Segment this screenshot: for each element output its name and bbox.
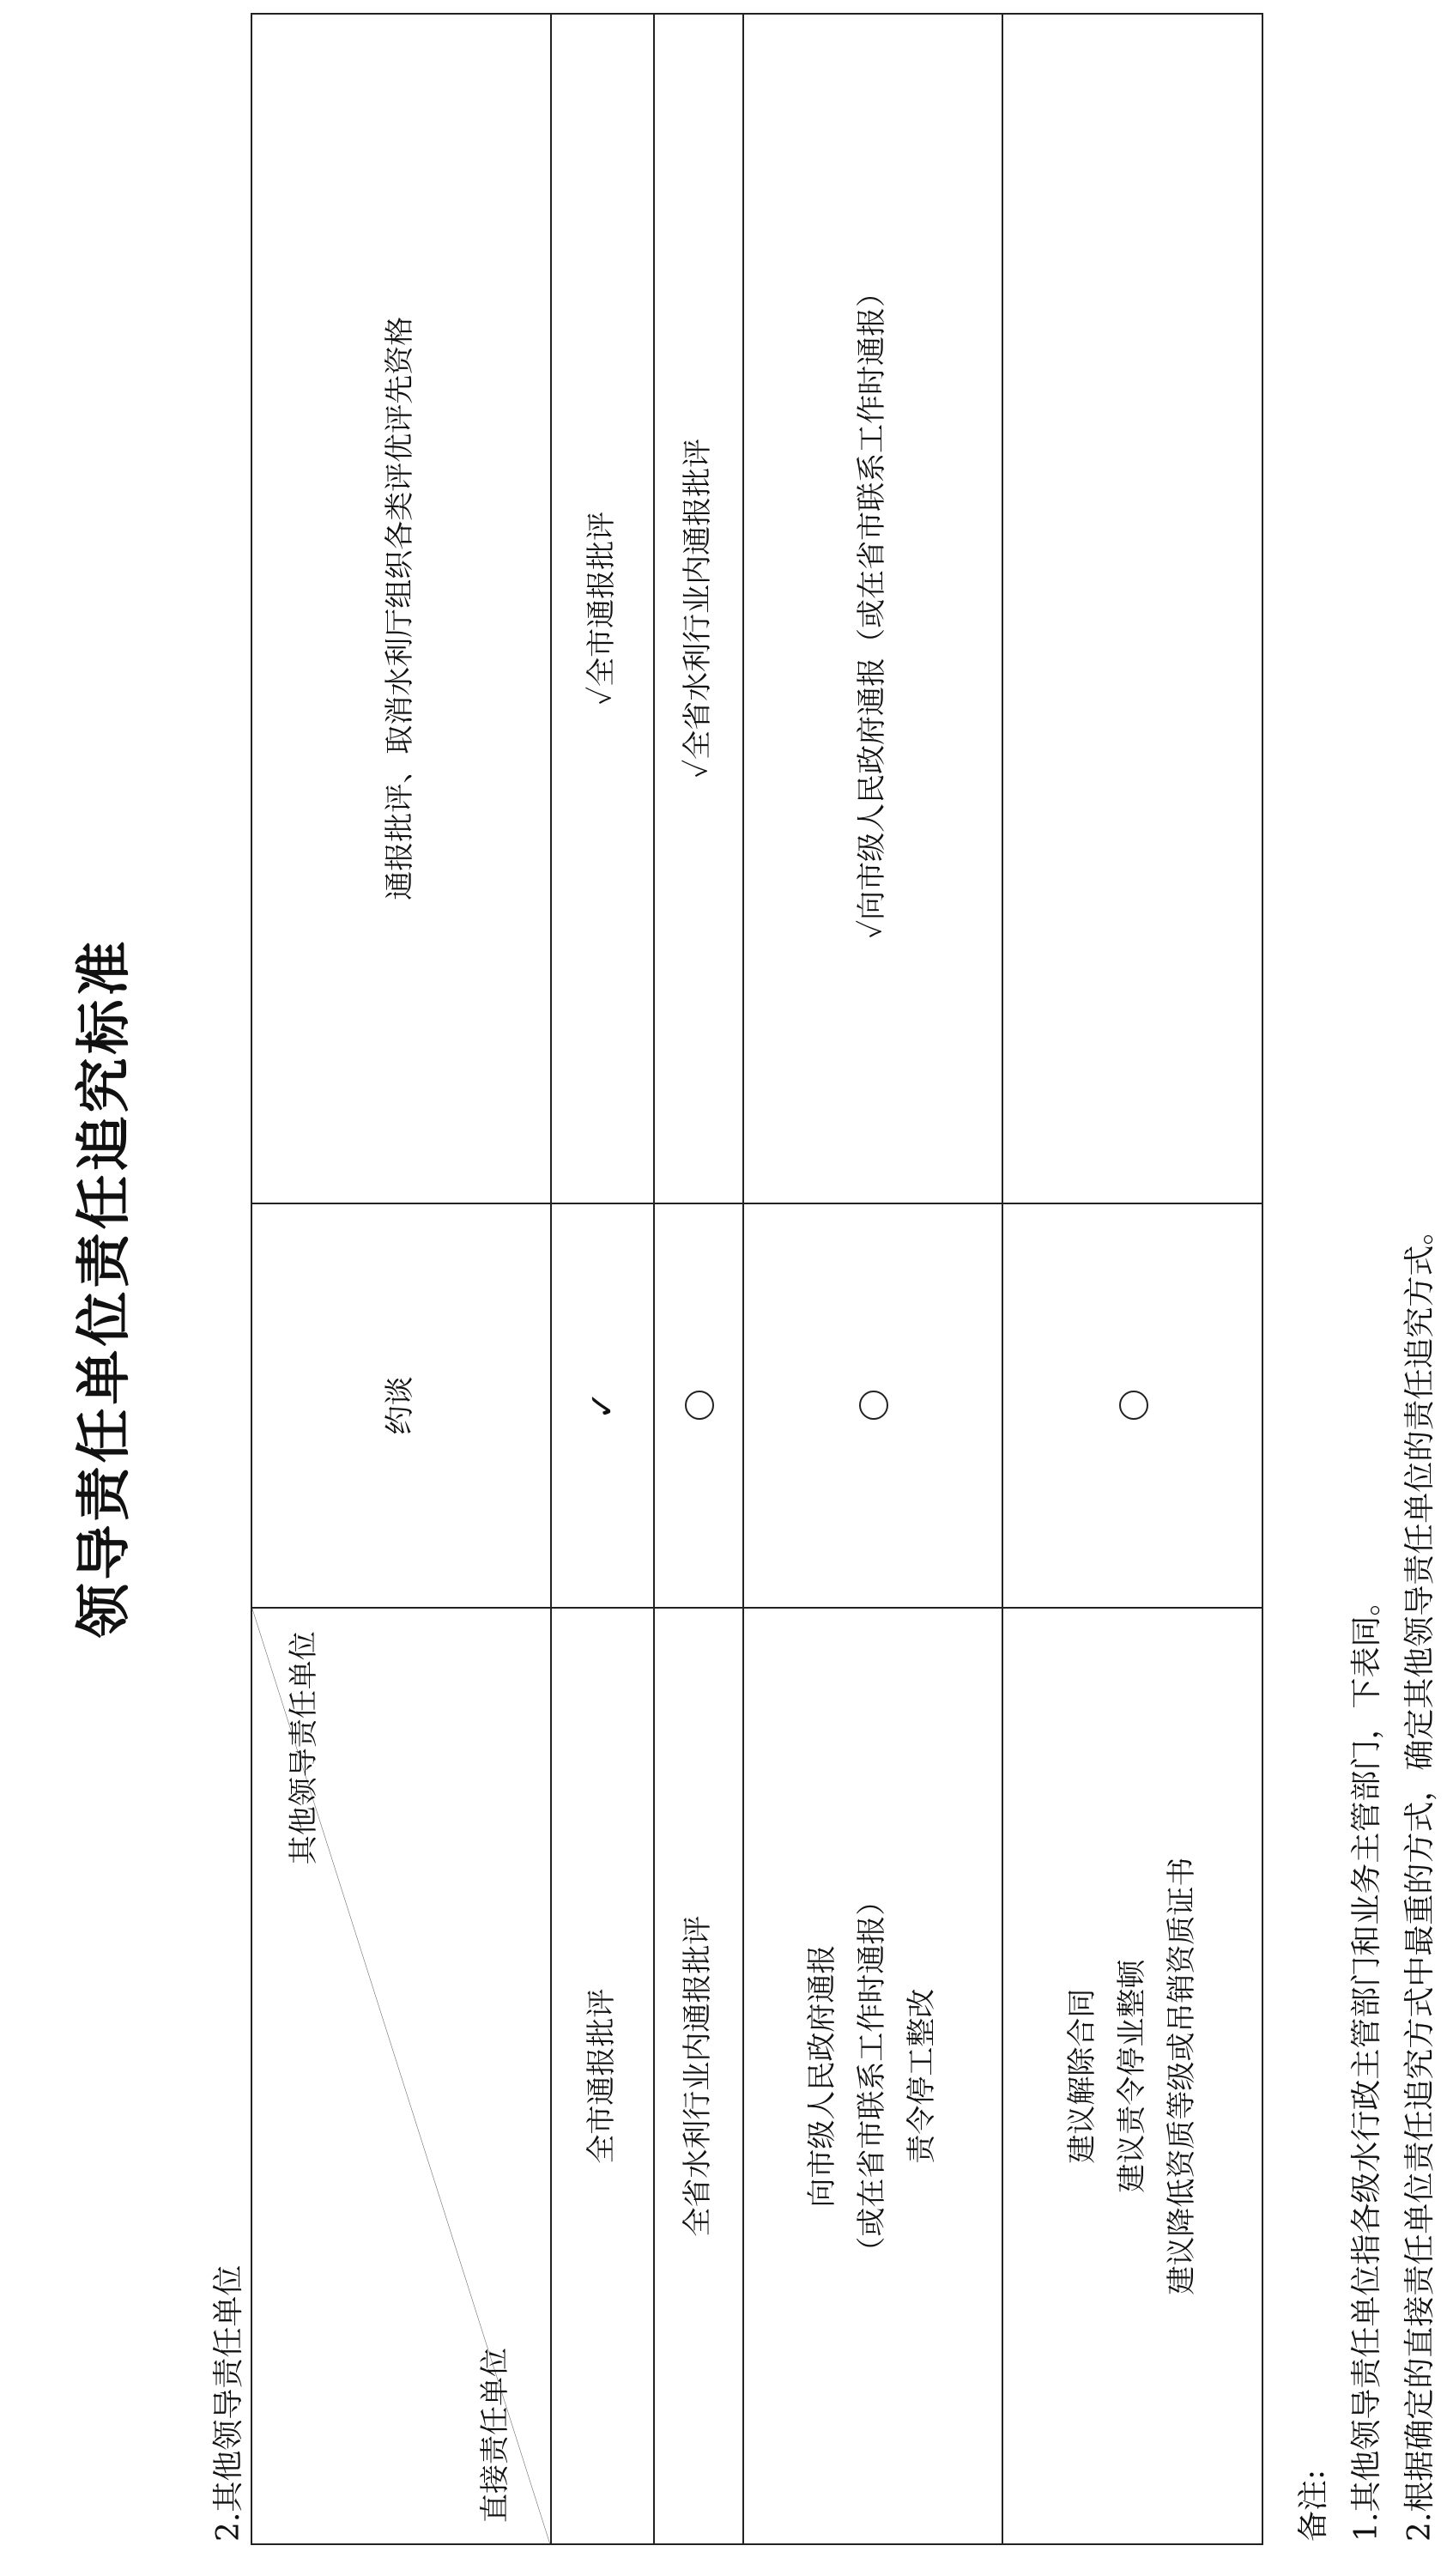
table-row (551, 14, 655, 2544)
table-cell (654, 14, 742, 1203)
column-header: 约谈 (251, 1203, 551, 1609)
table-cell (654, 1203, 742, 1609)
circle-mark-icon (1119, 1391, 1148, 1420)
accountability-table (251, 13, 1263, 2545)
circle-mark-icon (685, 1391, 714, 1420)
table-cell (1002, 1203, 1262, 1609)
row-label-line: 建议责令停业整顿 (1114, 1959, 1149, 2193)
row-label-line: （或在省市联系工作时通报） (855, 1886, 890, 2266)
table-cell (551, 14, 655, 1203)
table-cell (743, 14, 1003, 1203)
row-label-line: 责令停工整改 (904, 1988, 939, 2164)
table-row (1002, 14, 1262, 2544)
table-cell (1002, 14, 1262, 1203)
section-label: 2.其他领导责任单位 (211, 2264, 246, 2542)
row-label-line: 全市通报批评 (584, 1988, 620, 2164)
document-title: 领导责任单位责任追究标准 (73, 937, 136, 1639)
corner-top-right-label: 其他领导责任单位 (287, 1631, 321, 1865)
cell-text: ✓全省水利行业内通报批评 (681, 438, 716, 779)
cell-text: ✓向市级人民政府通报（或在省市联系工作时通报） (855, 277, 890, 939)
row-label-line: 建议降低资质等级或吊销资质证书 (1164, 1857, 1199, 2295)
corner-header-cell (251, 1608, 551, 2544)
checkmark-icon: ✓ (583, 1391, 622, 1421)
corner-bottom-left-label: 直接责任单位 (477, 2348, 512, 2523)
table-header-row (251, 14, 551, 2544)
row-label-cell (1002, 1608, 1262, 2544)
row-label-line: 全省水利行业内通报批评 (681, 1915, 716, 2237)
circle-mark-icon (859, 1391, 888, 1420)
row-label-line: 向市级人民政府通报 (805, 1944, 840, 2208)
table-cell (743, 1203, 1003, 1609)
notes-block (1287, 1215, 1447, 2542)
notes-heading: 备注: (1296, 2469, 1331, 2542)
cell-text: ✓全市通报批评 (584, 511, 620, 706)
row-label-cell (551, 1608, 655, 2544)
table-row (743, 14, 1003, 2544)
row-label-cell (654, 1608, 742, 2544)
note-item: 2.根据确定的直接责任单位责任追究方式中最重的方式，确定其他领导责任单位的责任追究方式。 (1402, 1214, 1438, 2542)
note-item: 1.其他领导责任单位指各级水行政主管部门和业务主管部门，下表同。 (1348, 1585, 1384, 2542)
row-label-line: 建议解除合同 (1064, 1988, 1099, 2164)
column-header: 通报批评、取消水利厅组织各类评优评先资格 (251, 14, 551, 1203)
row-label-cell (743, 1608, 1003, 2544)
table-row (654, 14, 742, 2544)
table-cell (551, 1203, 655, 1609)
